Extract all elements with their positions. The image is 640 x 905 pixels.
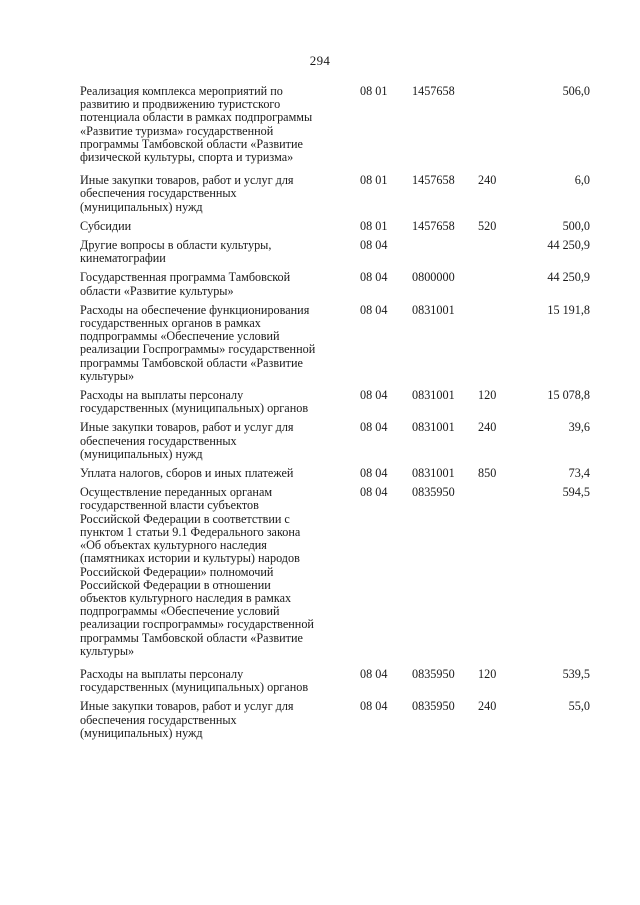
row-section-code: 08 01 xyxy=(360,84,388,98)
table-row xyxy=(80,467,590,480)
row-amount: 500,0 xyxy=(562,218,590,233)
row-section-code: 08 04 xyxy=(360,466,388,481)
row-section-code: 08 01 xyxy=(360,173,388,188)
row-section-code: 08 04 xyxy=(360,666,388,681)
table-row xyxy=(80,389,590,415)
table-row xyxy=(80,271,590,297)
row-description: Другие вопросы в области культуры, кинематографии xyxy=(80,238,272,266)
row-target-code: 1457658 xyxy=(412,218,455,233)
row-target-code: 1457658 xyxy=(412,84,455,98)
row-section-code: 08 04 xyxy=(360,270,388,285)
row-expense-type: 520 xyxy=(478,218,497,233)
row-target-code: 1457658 xyxy=(412,173,455,188)
row-amount: 39,6 xyxy=(568,420,590,435)
table-row xyxy=(80,85,590,164)
row-description: Иные закупки товаров, работ и услуг для обеспечения государственных (муниципальных) нужд xyxy=(80,420,294,461)
row-amount: 15 191,8 xyxy=(547,302,590,317)
table-row xyxy=(80,304,590,383)
row-description: Государственная программа Тамбовской области «Развитие культуры» xyxy=(80,270,291,298)
row-target-code: 0831001 xyxy=(412,302,455,317)
row-description: Уплата налогов, сборов и иных платежей xyxy=(80,466,294,481)
row-target-code: 0835950 xyxy=(412,699,455,714)
row-amount: 44 250,9 xyxy=(547,270,590,285)
row-amount: 506,0 xyxy=(562,84,590,98)
page-number: 294 xyxy=(309,53,331,68)
table-row xyxy=(80,174,590,214)
table-row xyxy=(80,421,590,461)
row-section-code: 08 04 xyxy=(360,302,388,317)
row-target-code: 0831001 xyxy=(412,388,455,403)
row-expense-type: 240 xyxy=(478,173,497,188)
row-section-code: 08 04 xyxy=(360,485,388,500)
row-amount: 594,5 xyxy=(562,485,590,500)
row-description: Расходы на выплаты персоналу государственных (муниципальных) органов xyxy=(80,666,309,695)
row-description: Расходы на обеспечение функционирования государственных органов в рамках подпрограммы «Обеспечение условий реализации Госпрограммы» государственной программы Тамбовской области «Развитие культуры» xyxy=(80,302,316,383)
row-section-code: 08 01 xyxy=(360,218,388,233)
row-amount: 55,0 xyxy=(568,699,590,714)
row-expense-type: 120 xyxy=(478,666,497,681)
budget-table xyxy=(80,85,590,746)
row-description: Расходы на выплаты персоналу государственных (муниципальных) органов xyxy=(80,388,309,416)
row-target-code: 0835950 xyxy=(412,666,455,681)
row-amount: 15 078,8 xyxy=(547,388,590,403)
row-description: Иные закупки товаров, работ и услуг для обеспечения государственных (муниципальных) нужд xyxy=(80,173,294,214)
row-amount: 73,4 xyxy=(568,466,590,481)
row-amount: 6,0 xyxy=(574,173,590,188)
row-target-code: 0800000 xyxy=(412,270,455,285)
row-amount: 44 250,9 xyxy=(547,238,590,253)
row-expense-type: 240 xyxy=(478,699,497,714)
row-target-code: 0831001 xyxy=(412,466,455,481)
table-row xyxy=(80,668,590,694)
table-row xyxy=(80,239,590,265)
table-row xyxy=(80,486,590,658)
table-row xyxy=(80,220,590,233)
row-target-code: 0835950 xyxy=(412,485,455,500)
row-expense-type: 850 xyxy=(478,466,497,481)
row-description: Осуществление переданных органам государственной власти субъектов Российской Федерации в соответствии с пунктом 1 статьи 9.1 Федерального закона «Об объектах культурного наследия (памятниках истории и культуры) народов Российской Федерации» полномочий Российской Федерации в отношении объектов культурного наследия в рамках подпрограммы «Обеспечение условий реализации госпрограммы» государственной программы Тамбовской области «Развитие культуры» xyxy=(80,485,314,658)
row-description: Иные закупки товаров, работ и услуг для обеспечения государственных (муниципальных) нужд xyxy=(80,699,294,740)
row-expense-type: 120 xyxy=(478,388,497,403)
row-amount: 539,5 xyxy=(562,666,590,681)
table-row xyxy=(80,700,590,740)
row-expense-type: 240 xyxy=(478,420,497,435)
row-section-code: 08 04 xyxy=(360,238,388,253)
row-section-code: 08 04 xyxy=(360,420,388,435)
row-description: Реализация комплекса мероприятий по развитию и продвижению туристского потенциала области в рамках подпрограммы «Развитие туризма» государственной программы Тамбовской области «Развитие физической культуры, спорта и туризма» xyxy=(80,84,313,165)
row-section-code: 08 04 xyxy=(360,388,388,403)
row-target-code: 0831001 xyxy=(412,420,455,435)
row-description: Субсидии xyxy=(80,218,132,233)
row-section-code: 08 04 xyxy=(360,699,388,714)
